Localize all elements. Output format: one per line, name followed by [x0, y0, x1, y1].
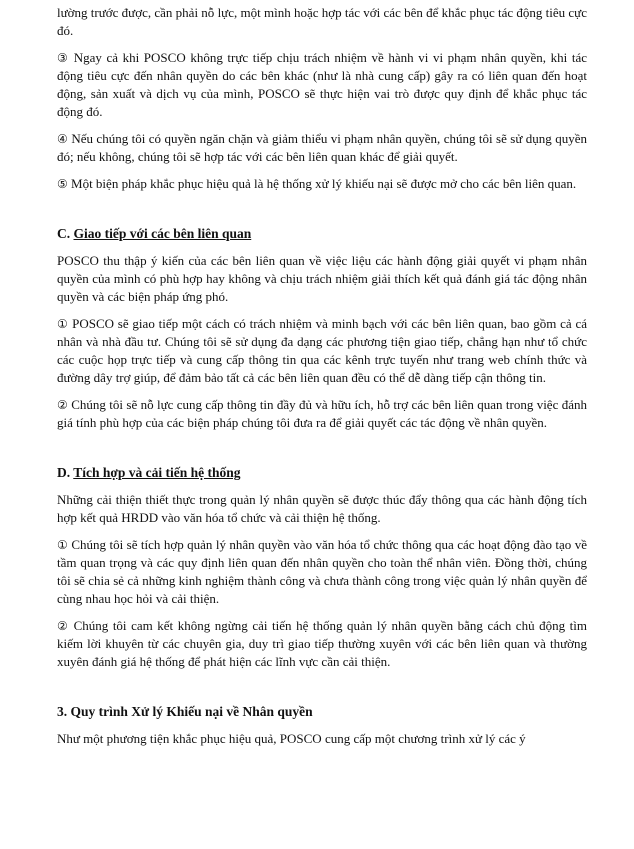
- section-d-prefix: D.: [57, 465, 74, 480]
- section-d-intro: Những cải thiện thiết thực trong quản lý nhân quyền sẽ được thúc đẩy thông qua các hành động tích hợp kết quả HRDD vào văn hóa tổ chức và cải thiện hệ thống.: [57, 492, 587, 525]
- item-5-text: Một biện pháp khắc phục hiệu quả là hệ thống xử lý khiếu nại sẽ được mở cho các bên liên quan.: [67, 176, 577, 191]
- spacer: [57, 527, 587, 536]
- section-3-intro: Như một phương tiện khắc phục hiệu quả, POSCO cung cấp một chương trình xử lý các ý: [57, 731, 526, 746]
- section-d-item-2: [57, 617, 587, 671]
- spacer: [57, 306, 587, 315]
- section-d-title: Tích hợp và cải tiến hệ thống: [73, 465, 241, 480]
- spacer: [57, 482, 587, 491]
- section-d-item-1: [57, 536, 587, 608]
- section-c-item-2: [57, 396, 587, 432]
- circled-1-marker: ①: [57, 538, 68, 552]
- spacer: [57, 721, 587, 730]
- spacer: [57, 40, 587, 49]
- circled-1-marker: ①: [57, 317, 69, 331]
- section-d-item-2-text: Chúng tôi cam kết không ngừng cải tiến hệ thống quản lý nhân quyền bằng cách chủ động tìm kiếm lời khuyên từ các chuyên gia, duy trì giao tiếp thường xuyên với các bên liên quan và thường xuyên đánh giá hệ thống để phát hiện các lĩnh vực cần cải thiện.: [57, 618, 588, 669]
- section-c-intro: POSCO thu thập ý kiến của các bên liên quan về việc liệu các hành động giải quyết vi phạm nhân quyền của mình có phù hợp hay không và chịu trách nhiệm giải thích kết quả đánh giá tác động nhân quyền và các biện pháp ứng phó.: [57, 253, 587, 304]
- circled-4-marker: ④: [57, 132, 68, 146]
- spacer: [57, 193, 587, 225]
- item-3-paragraph: [57, 49, 587, 121]
- section-c-item-1: [57, 315, 587, 387]
- spacer: [57, 432, 587, 464]
- circled-5-marker: ⑤: [57, 177, 68, 191]
- document-page: [57, 0, 587, 748]
- section-3-heading: 3. Quy trình Xử lý Khiếu nại về Nhân quyền: [57, 704, 313, 719]
- section-c-item-2-text: Chúng tôi sẽ nỗ lực cung cấp thông tin đầy đủ và hữu ích, hỗ trợ các bên liên quan trong việc đánh giá tính phù hợp của các biện pháp chúng tôi đưa ra để giải quyết các tác động về nhân quyền.: [57, 397, 587, 430]
- item-3-text: Ngay cả khi POSCO không trực tiếp chịu trách nhiệm về hành vi vi phạm nhân quyền, khi tác động tiêu cực đến nhân quyền do các bên khác (như là nhà cung cấp) gây ra có liên quan đến hoạt động, sản xuất và dịch vụ của mình, POSCO sẽ thực hiện vai trò được quy định để khắc phục tác động đó.: [57, 50, 587, 119]
- item-5-paragraph: [57, 175, 587, 193]
- section-c-title: Giao tiếp với các bên liên quan: [73, 226, 252, 241]
- intro-tail-paragraph: lường trước được, cần phải nỗ lực, một mình hoặc hợp tác với các bên để khắc phục tác động tiêu cực đó.: [57, 5, 587, 38]
- circled-2-marker: ②: [57, 398, 68, 412]
- spacer: [57, 166, 587, 175]
- spacer: [57, 243, 587, 252]
- circled-2-marker: ②: [57, 619, 70, 633]
- spacer: [57, 121, 587, 130]
- circled-3-marker: ③: [57, 51, 70, 65]
- section-d-item-1-text: Chúng tôi sẽ tích hợp quản lý nhân quyền vào văn hóa tổ chức thông qua các hoạt động đào tạo về tầm quan trọng và các quy định liên quan đến nhân quyền cho toàn thể nhân viên. Đồng thời, chúng tôi sẽ chia sẻ cả những kinh nghiệm thành công và chưa thành công trong việc quản lý nhân quyền để cùng nhau học hỏi và cải thiện.: [57, 537, 587, 606]
- section-d-heading: [57, 464, 587, 482]
- spacer: [57, 608, 587, 617]
- spacer: [57, 387, 587, 396]
- item-4-text: Nếu chúng tôi có quyền ngăn chặn và giảm thiểu vi phạm nhân quyền, chúng tôi sẽ sử dụng quyền đó; nếu không, chúng tôi sẽ hợp tác với các bên liên quan khác để giải quyết.: [57, 131, 587, 164]
- item-4-paragraph: [57, 130, 587, 166]
- section-c-item-1-text: POSCO sẽ giao tiếp một cách có trách nhiệm và minh bạch với các bên liên quan, bao gồm cả cá nhân và nhà đầu tư. Chúng tôi sẽ sử dụng đa dạng các phương tiện giao tiếp, chẳng hạn như tổ chức các cuộc họp trực tiếp và cung cấp thông tin qua các kênh trực tuyến như trang web chính thức và đường dây trợ giúp, để đảm bảo tất cả các bên liên quan đều có thể dễ dàng tiếp cận thông tin.: [57, 316, 587, 385]
- section-c-prefix: C.: [57, 226, 74, 241]
- spacer: [57, 671, 587, 703]
- section-c-heading: [57, 225, 587, 243]
